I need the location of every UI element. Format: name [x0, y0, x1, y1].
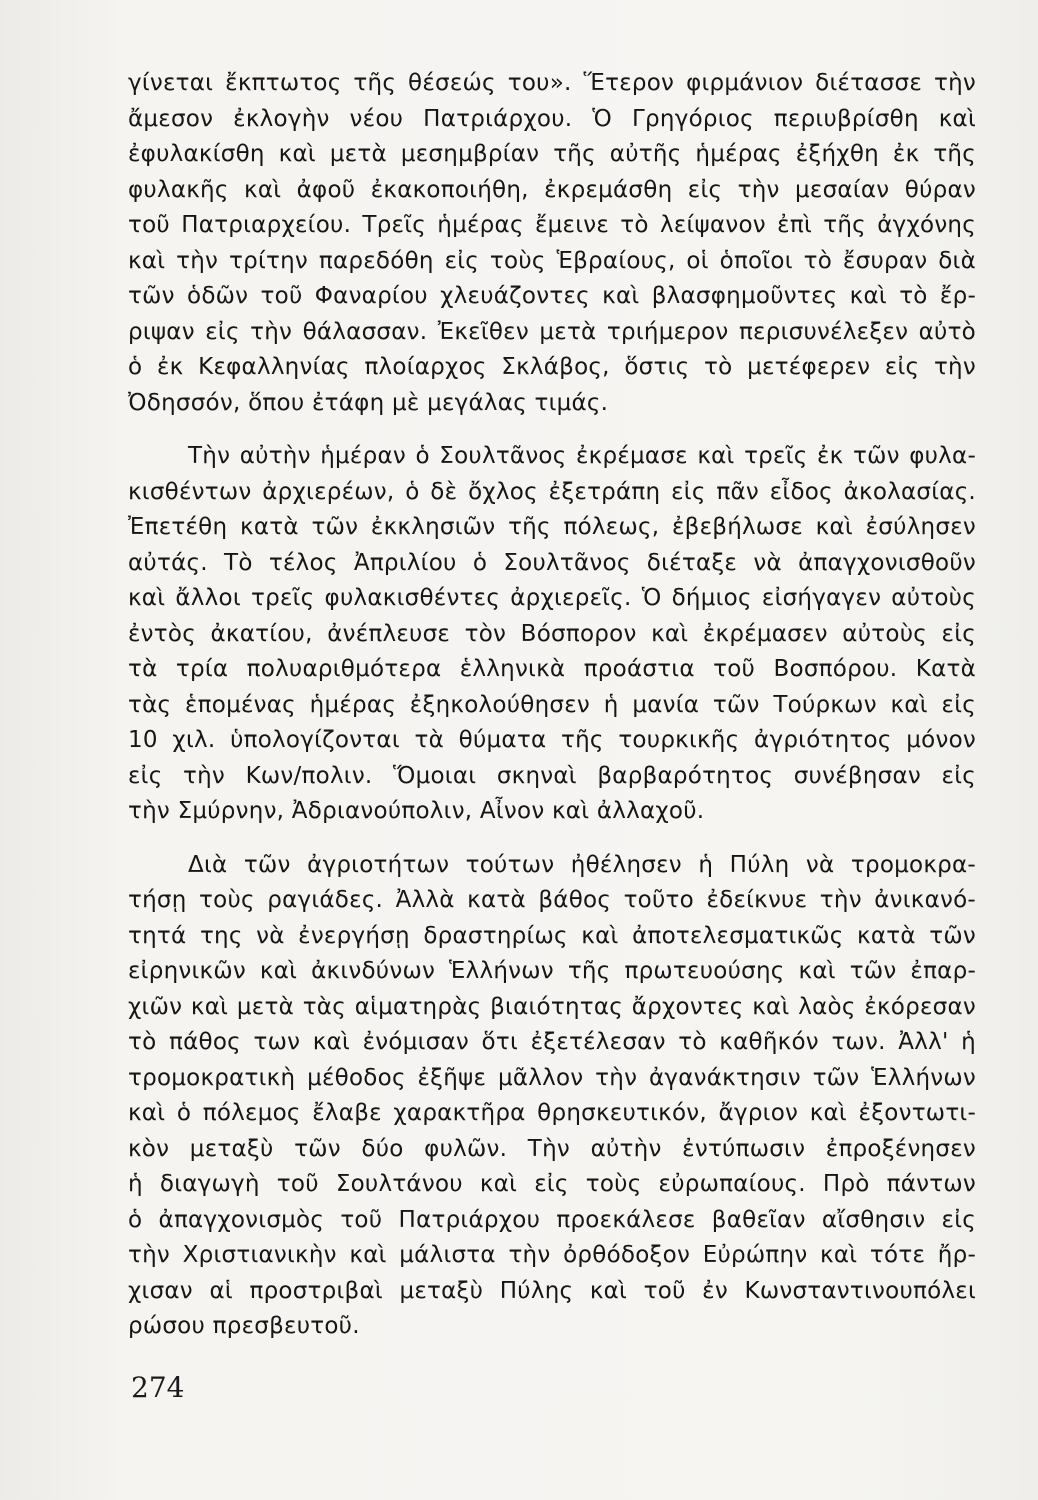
text-line: τητά της νὰ ἐνεργήσῃ δραστηρίως καὶ ἀποτελεσματικῶς κατὰ τῶν — [128, 922, 976, 949]
text-line: φυλακῆς καὶ ἀφοῦ ἐκακοποιήθη, ἐκρεμάσθη εἰς τὴν μεσαίαν θύραν — [128, 176, 976, 203]
text-line-last: τὴν Σμύρνην, Ἀδριανούπολιν, Αἶνον καὶ ἀλλαχοῦ. — [128, 798, 705, 824]
paragraph-2 — [128, 439, 976, 830]
text-line: καὶ τὴν τρίτην παρεδόθη εἰς τοὺς Ἑβραίους, οἱ ὁποῖοι τὸ ἔσυραν διὰ — [128, 247, 976, 274]
text-line: τὰ τρία πολυαριθμότερα ἑλληνικὰ προάστια τοῦ Βοσπόρου. Κατὰ — [128, 656, 976, 682]
text-line: εἰρηνικῶν καὶ ἀκινδύνων Ἑλλήνων τῆς πρωτευούσης καὶ τῶν ἐπαρ- — [128, 958, 976, 984]
text-line: ριψαν εἰς τὴν θάλασσαν. Ἐκεῖθεν μετὰ τριήμερον περισυνέλεξεν αὐτὸ — [128, 318, 976, 345]
text-line: 10 χιλ. ὑπολογίζονται τὰ θύματα τῆς τουρκικῆς ἀγριότητος μόνον — [128, 727, 976, 753]
text-line: τήσῃ τοὺς ραγιάδες. Ἀλλὰ κατὰ βάθος τοῦτο ἐδείκνυε τὴν ἀνικανό- — [128, 887, 976, 913]
text-line: τῶν ὁδῶν τοῦ Φαναρίου χλευάζοντες καὶ βλασφημοῦντες καὶ τὸ ἔρ- — [128, 283, 976, 309]
text-line: ἡ διαγωγὴ τοῦ Σουλτάνου καὶ εἰς τοὺς εὐρωπαίους. Πρὸ πάντων — [128, 1171, 976, 1197]
text-line: κισθέντων ἀρχιερέων, ὁ δὲ ὄχλος ἐξετράπη εἰς πᾶν εἶδος ἀκολασίας. — [128, 478, 976, 505]
paragraph-gap — [128, 830, 976, 848]
text-line: ἐφυλακίσθη καὶ μετὰ μεσημβρίαν τῆς αὐτῆς ἡμέρας ἐξήχθη ἐκ τῆς — [128, 141, 976, 167]
text-line: τὸ πάθος των καὶ ἐνόμισαν ὅτι ἐξετέλεσαν τὸ καθῆκόν των. Ἀλλ' ἡ — [128, 1029, 976, 1055]
text-line: ἐντὸς ἀκατίου, ἀνέπλευσε τὸν Βόσπορον καὶ ἐκρέμασεν αὐτοὺς εἰς — [128, 620, 976, 647]
text-line: τὰς ἑπομένας ἡμέρας ἐξηκολούθησεν ἡ μανία τῶν Τούρκων καὶ εἰς — [128, 691, 976, 718]
text-line: γίνεται ἔκπτωτος τῆς θέσεώς του». Ἕτερον φιρμάνιον διέτασσε τὴν — [128, 70, 976, 96]
paragraph-1 — [128, 66, 976, 421]
text-line: εἰς τὴν Κων/πολιν. Ὅμοιαι σκηναὶ βαρβαρότητος συνέβησαν εἰς — [128, 762, 976, 789]
text-line: Ἐπετέθη κατὰ τῶν ἐκκλησιῶν τῆς πόλεως, ἐβεβήλωσε καὶ ἐσύλησεν — [128, 514, 976, 540]
text-line-last: ρώσου πρεσβευτοῦ. — [128, 1313, 360, 1339]
text-line: χισαν αἱ προστριβαὶ μεταξὺ Πύλης καὶ τοῦ ἐν Κωνσταντινουπόλει — [128, 1277, 976, 1304]
text-line: ἄμεσον ἐκλογὴν νέου Πατριάρχου. Ὁ Γρηγόριος περιυβρίσθη καὶ — [128, 105, 976, 132]
text-line: αὐτάς. Τὸ τέλος Ἀπριλίου ὁ Σουλτᾶνος διέταξε νὰ ἀπαγχονισθοῦν — [128, 549, 976, 576]
text-line: τρομοκρατικὴ μέθοδος ἐξῆψε μᾶλλον τὴν ἀγανάκτησιν τῶν Ἑλλήνων — [128, 1064, 976, 1091]
text-line-last: Ὀδησσόν, ὅπου ἐτάφη μὲ μεγάλας τιμάς. — [128, 389, 609, 416]
text-line: ὁ ἐκ Κεφαλληνίας πλοίαρχος Σκλάβος, ὅστις τὸ μετέφερεν εἰς τὴν — [128, 354, 976, 380]
text-line: χιῶν καὶ μετὰ τὰς αἱματηρὰς βιαιότητας ἄρχοντες καὶ λαὸς ἐκόρεσαν — [128, 993, 976, 1020]
text-line: τὴν Χριστιανικὴν καὶ μάλιστα τὴν ὀρθόδοξον Εὐρώπην καὶ τότε ἤρ- — [128, 1242, 976, 1268]
text-line: καὶ ἄλλοι τρεῖς φυλακισθέντες ἀρχιερεῖς. Ὁ δήμιος εἰσήγαγεν αὐτοὺς — [128, 585, 976, 611]
body-text — [128, 66, 976, 1345]
text-line: καὶ ὁ πόλεμος ἔλαβε χαρακτῆρα θρησκευτικόν, ἄγριον καὶ ἐξοντωτι- — [128, 1100, 976, 1126]
text-line-first: Τὴν αὐτὴν ἡμέραν ὁ Σουλτᾶνος ἐκρέμασε καὶ τρεῖς ἐκ τῶν φυλα- — [188, 443, 976, 469]
text-line: τοῦ Πατριαρχείου. Τρεῖς ἡμέρας ἔμεινε τὸ λείψανον ἐπὶ τῆς ἀγχόνης — [128, 212, 976, 238]
paragraph-gap — [128, 421, 976, 439]
text-line: κὸν μεταξὺ τῶν δύο φυλῶν. Τὴν αὐτὴν ἐντύπωσιν ἐπροξένησεν — [128, 1135, 976, 1162]
paragraph-3 — [128, 848, 976, 1345]
page-number: 274 — [131, 1371, 185, 1404]
text-line: ὁ ἀπαγχονισμὸς τοῦ Πατριάρχου προεκάλεσε βαθεῖαν αἴσθησιν εἰς — [128, 1206, 976, 1233]
text-line-first: Διὰ τῶν ἀγριοτήτων τούτων ἠθέλησεν ἡ Πύλη νὰ τρομοκρα- — [188, 851, 976, 878]
